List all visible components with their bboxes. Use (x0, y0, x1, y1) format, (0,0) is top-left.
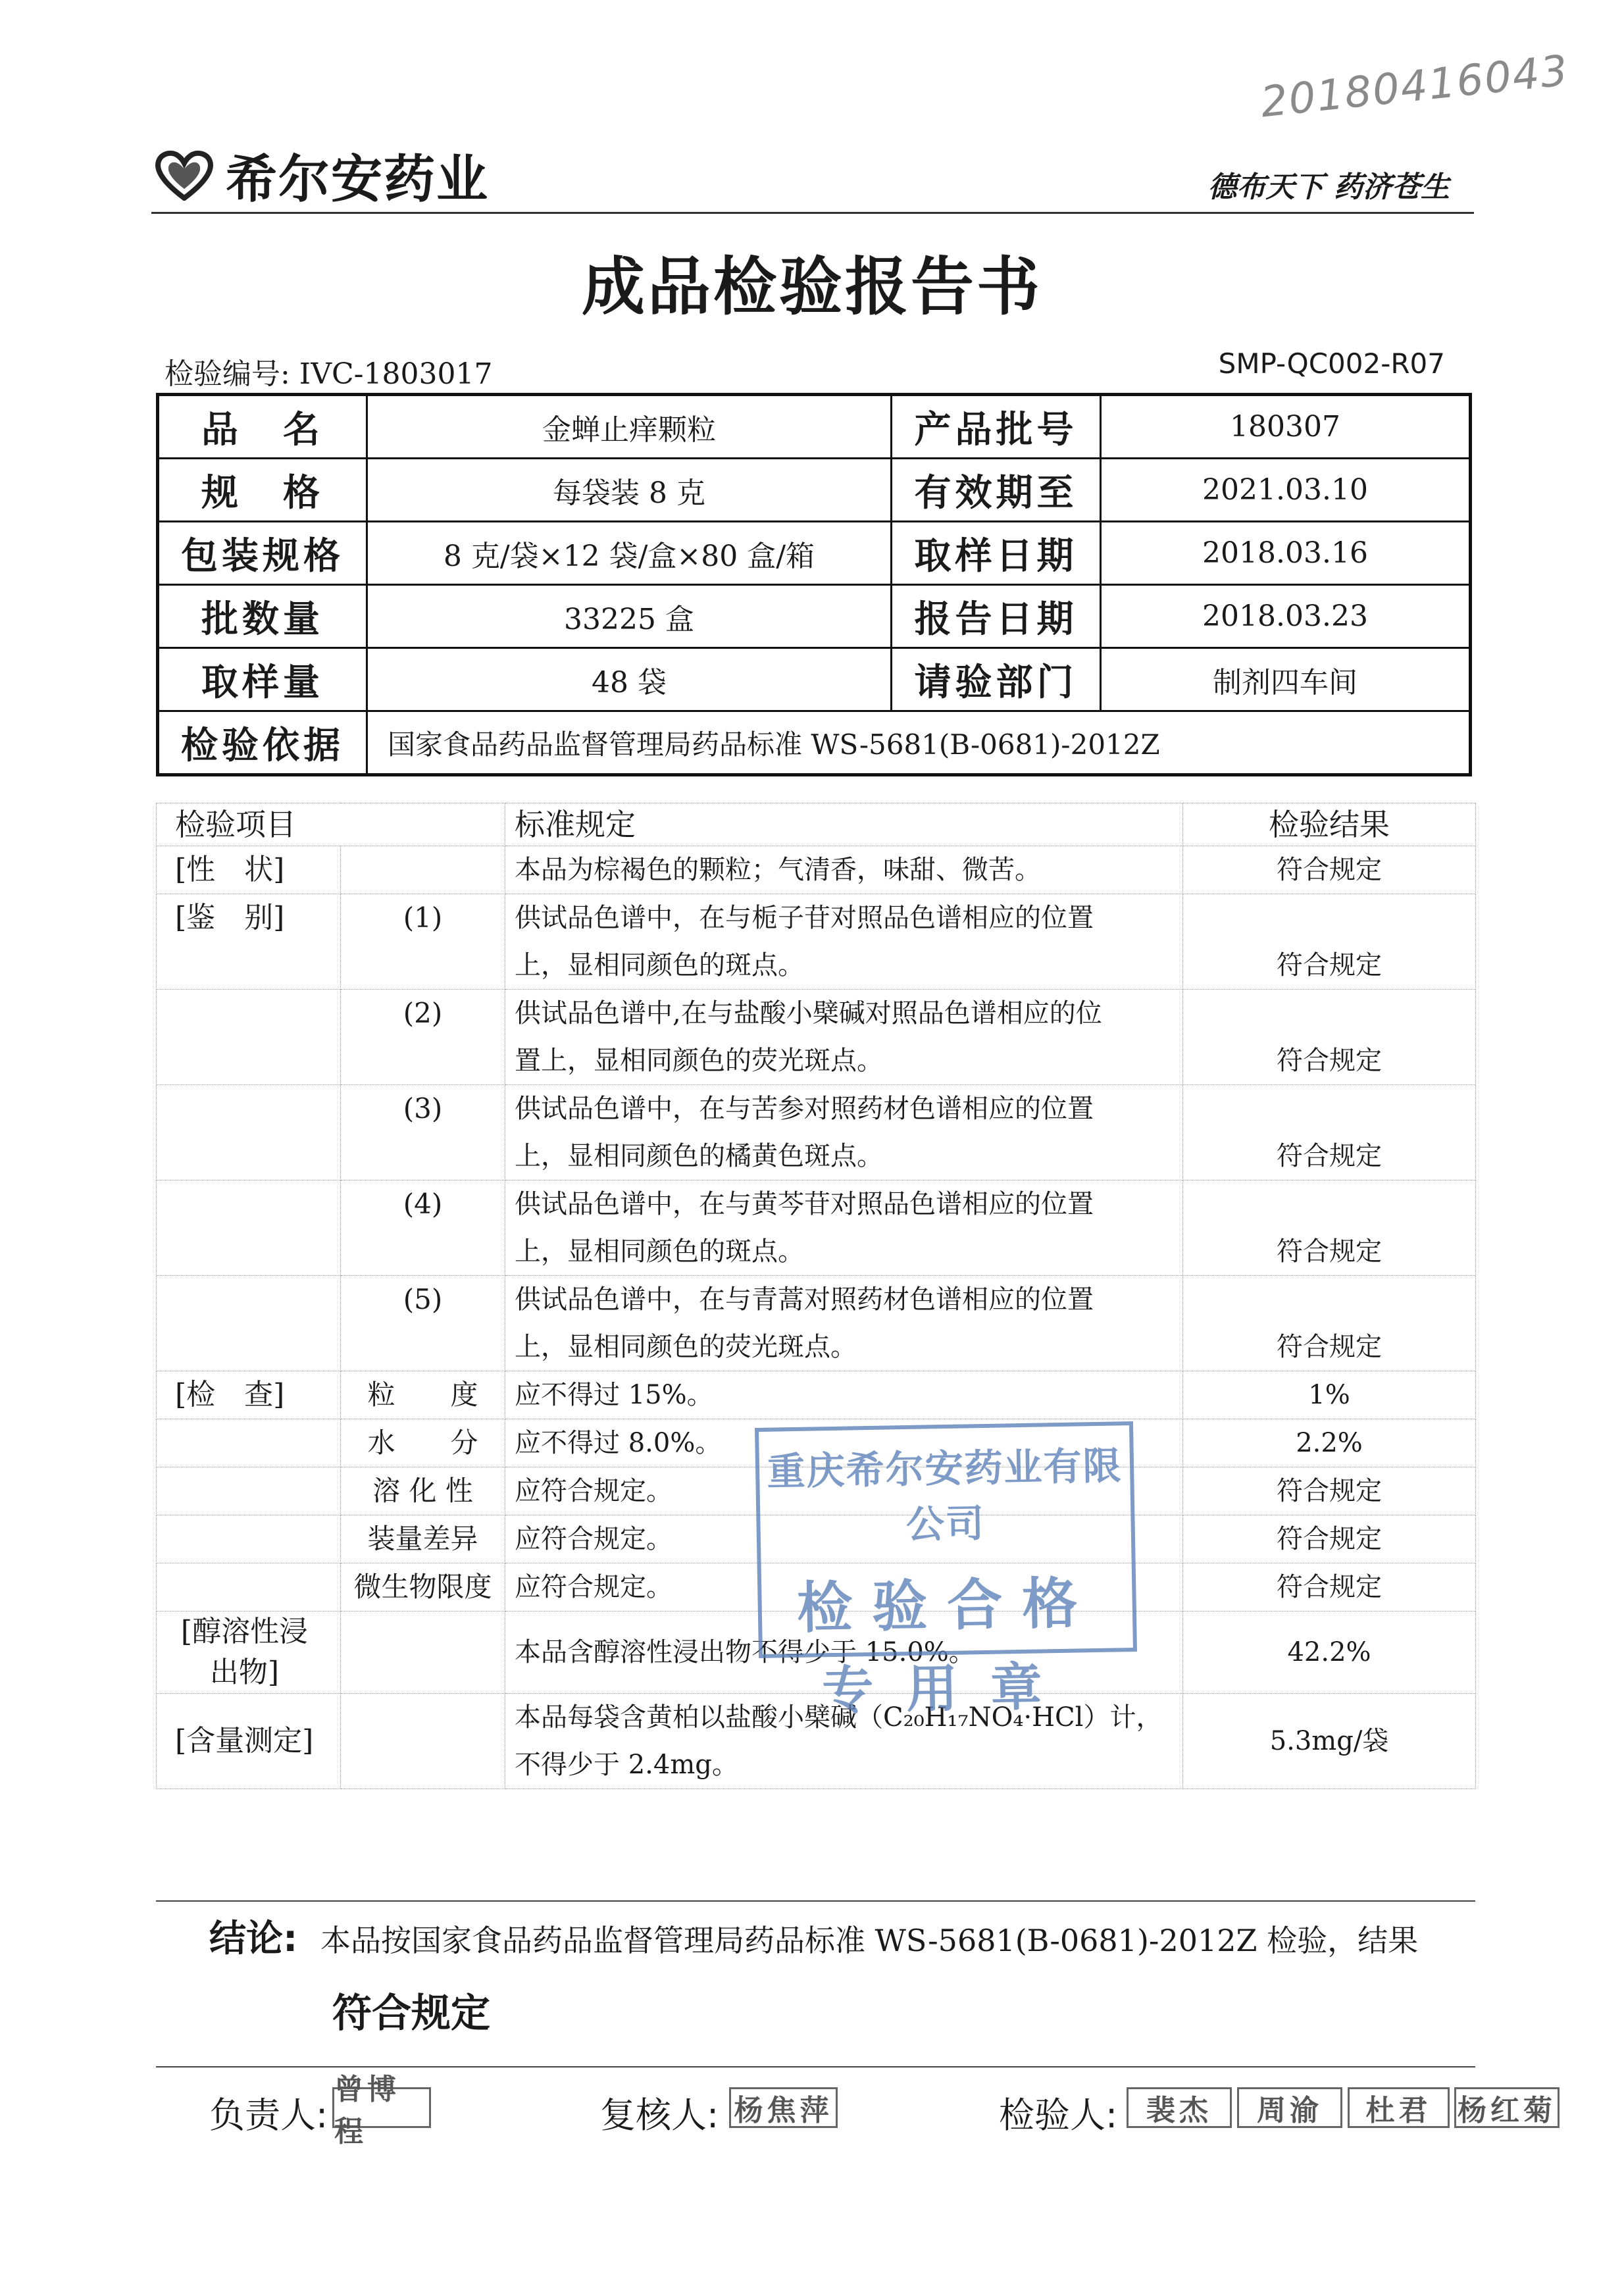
conclusion (209, 1910, 1418, 1962)
sampling-date-value: 2018.03.16 (1101, 522, 1471, 585)
header-divider (151, 212, 1474, 214)
stamp-special-seal: 专用章 (821, 1657, 1076, 1721)
category-assay: [含量测定] (157, 1694, 341, 1789)
table-row (157, 1180, 1476, 1276)
sub-item: (5) (341, 1276, 505, 1371)
batch-qty-label: 批数量 (158, 585, 367, 648)
category-inspection: [检 查] (157, 1371, 341, 1419)
result-text: 2.2% (1183, 1419, 1476, 1467)
document-title: 成品检验报告书 (582, 250, 1042, 324)
standard-text: 应符合规定。 (505, 1467, 1183, 1515)
sub-item: (4) (341, 1180, 505, 1276)
conclusion-text: 本品按国家食品药品监督管理局药品标准 WS-5681(B-0681)-2012Z 检验，结果 (320, 1923, 1419, 1958)
department-value: 制剂四车间 (1101, 648, 1471, 711)
category-extract: [醇溶性浸 出物] (157, 1611, 341, 1694)
standard-text: 应符合规定。 (505, 1563, 1183, 1611)
standard-text: 供试品色谱中,在与盐酸小檗碱对照品色谱相应的位 置上，显相同颜色的荧光斑点。 (505, 990, 1183, 1085)
table-row (158, 711, 1471, 775)
category-identification: [鉴 别] (157, 894, 341, 990)
header-standard: 标准规定 (505, 803, 1183, 846)
company-slogan: 德布天下 药济苍生 (1207, 170, 1450, 204)
standard-text: 供试品色谱中，在与青蒿对照药材色谱相应的位置 上，显相同颜色的荧光斑点。 (505, 1276, 1183, 1371)
standard-text: 供试品色谱中，在与黄芩苷对照品色谱相应的位置 上，显相同颜色的斑点。 (505, 1180, 1183, 1276)
product-info-table (156, 393, 1472, 776)
table-row (157, 1276, 1476, 1371)
sub-item: 水 分 (341, 1419, 505, 1467)
responsible-signature: 曾博程 (332, 2087, 431, 2128)
table-row (157, 846, 1476, 894)
company-logo (155, 138, 489, 212)
spec-value: 每袋装 8 克 (367, 459, 892, 522)
standard-text: 本品每袋含黄柏以盐酸小檗碱（C₂₀H₁₇NO₄·HCl）计， 不得少于 2.4mg。 (505, 1694, 1183, 1789)
table-row (158, 459, 1471, 522)
heart-logo-icon (155, 149, 214, 201)
sub-item: (3) (341, 1085, 505, 1180)
conclusion-label: 结论: (209, 1917, 298, 1960)
sub-item: 溶 化 性 (341, 1467, 505, 1515)
package-value: 8 克/袋×12 袋/盒×80 盒/箱 (367, 522, 892, 585)
result-text: 符合规定 (1183, 894, 1476, 990)
result-text: 42.2% (1183, 1611, 1476, 1694)
basis-value: 国家食品药品监督管理局药品标准 WS-5681(B-0681)-2012Z (367, 711, 1471, 775)
inspector-signature: 杨红菊 (1454, 2087, 1560, 2128)
table-row (157, 1085, 1476, 1180)
spec-label: 规 格 (158, 459, 367, 522)
result-text: 符合规定 (1183, 1085, 1476, 1180)
result-text: 符合规定 (1183, 990, 1476, 1085)
responsible-label: 负责人: (209, 2094, 328, 2136)
inspector-signature: 周渝 (1237, 2087, 1342, 2128)
reviewer-label: 复核人: (600, 2094, 719, 2136)
sample-qty-value: 48 袋 (367, 648, 892, 711)
expiry-value: 2021.03.10 (1101, 459, 1471, 522)
standard-text: 本品含醇溶性浸出物不得少于 15.0%。 (505, 1611, 1183, 1694)
company-name: 希尔安药业 (226, 150, 490, 209)
batch-no-label: 产品批号 (892, 395, 1101, 459)
standard-text: 供试品色谱中，在与苦参对照药材色谱相应的位置 上，显相同颜色的橘黄色斑点。 (505, 1085, 1183, 1180)
table-header-row (157, 803, 1476, 846)
reviewer-signature: 杨焦萍 (729, 2087, 838, 2128)
product-name-label: 品 名 (158, 395, 367, 459)
category-description: [性 状] (157, 846, 341, 894)
table-row (157, 1371, 1476, 1419)
form-code: SMP-QC002-R07 (1218, 347, 1445, 380)
inspector-label: 检验人: (999, 2094, 1118, 2136)
result-text: 符合规定 (1183, 1276, 1476, 1371)
standard-text: 供试品色谱中，在与栀子苷对照品色谱相应的位置 上，显相同颜色的斑点。 (505, 894, 1183, 990)
table-row (157, 894, 1476, 990)
sub-item: (2) (341, 990, 505, 1085)
result-text: 1% (1183, 1371, 1476, 1419)
result-text: 符合规定 (1183, 1180, 1476, 1276)
sample-qty-label: 取样量 (158, 648, 367, 711)
result-text: 符合规定 (1183, 1563, 1476, 1611)
sub-item: 装量差异 (341, 1515, 505, 1563)
package-label: 包装规格 (158, 522, 367, 585)
inspector-signature: 裴杰 (1127, 2087, 1232, 2128)
sub-item: (1) (341, 894, 505, 990)
table-row (158, 648, 1471, 711)
department-label: 请验部门 (892, 648, 1101, 711)
sub-item: 粒 度 (341, 1371, 505, 1419)
handwritten-number: 20180416043 (1258, 46, 1571, 128)
table-row (158, 395, 1471, 459)
quality-approval-stamp (755, 1421, 1137, 1721)
stamp-company: 重庆希尔安药业有限公司 (767, 1443, 1123, 1548)
standard-text: 应不得过 8.0%。 (505, 1419, 1183, 1467)
result-text: 5.3mg/袋 (1183, 1694, 1476, 1789)
product-name-value: 金蝉止痒颗粒 (367, 395, 892, 459)
conclusion-top-rule (156, 1900, 1475, 1902)
table-row (158, 522, 1471, 585)
basis-label: 检验依据 (158, 711, 367, 775)
batch-no-value: 180307 (1101, 395, 1471, 459)
inspector-signature: 杜君 (1348, 2087, 1450, 2128)
header-item: 检验项目 (157, 803, 505, 846)
sub-item: 微生物限度 (341, 1563, 505, 1611)
sampling-date-label: 取样日期 (892, 522, 1101, 585)
result-text: 符合规定 (1183, 1467, 1476, 1515)
standard-text: 应不得过 15%。 (505, 1371, 1183, 1419)
report-date-value: 2018.03.23 (1101, 585, 1471, 648)
table-row (157, 990, 1476, 1085)
header-result: 检验结果 (1183, 803, 1476, 846)
standard-text: 本品为棕褐色的颗粒；气清香，味甜、微苦。 (505, 846, 1183, 894)
report-date-label: 报告日期 (892, 585, 1101, 648)
result-text: 符合规定 (1183, 846, 1476, 894)
report-number: 检验编号: IVC-1803017 (165, 357, 493, 391)
conclusion-result: 符合规定 (332, 1990, 490, 2037)
standard-text: 应符合规定。 (505, 1515, 1183, 1563)
table-row (158, 585, 1471, 648)
result-text: 符合规定 (1183, 1515, 1476, 1563)
stamp-approved: 检验合格 (796, 1571, 1098, 1640)
expiry-label: 有效期至 (892, 459, 1101, 522)
batch-qty-value: 33225 盒 (367, 585, 892, 648)
